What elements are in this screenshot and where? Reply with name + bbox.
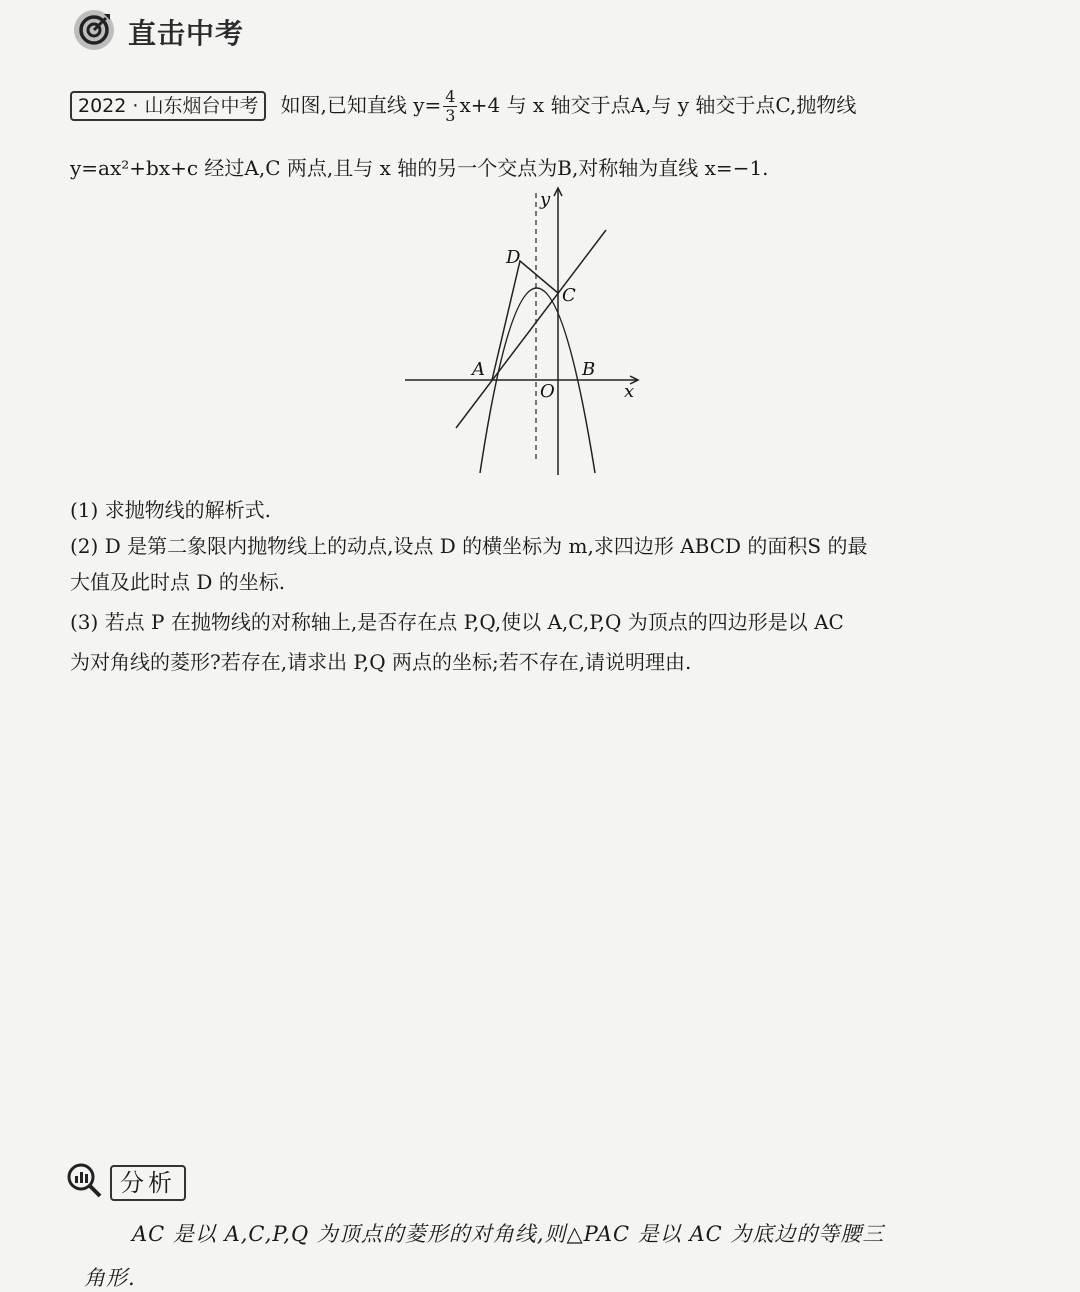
segment-ad-dc [492, 261, 558, 380]
problem-text-a: 如图,已知直线 y= [280, 93, 442, 117]
label-x: x [624, 381, 635, 402]
line-ac [456, 230, 606, 428]
section-title: 直击中考 [128, 17, 245, 50]
target-icon [72, 8, 116, 56]
fraction [443, 88, 457, 125]
question-2-line-1: (2) D 是第二象限内抛物线上的动点,设点 D 的横坐标为 m,求四边形 ABCD 的面积S 的最 [70, 534, 868, 558]
fraction-denominator: 3 [445, 106, 456, 125]
problem-line-1 [70, 88, 856, 125]
source-tag: 2022 · 山东烟台中考 [70, 91, 266, 121]
label-a: A [472, 359, 485, 380]
parabola-figure [400, 183, 650, 487]
analysis-header [66, 1162, 186, 1204]
problem-text-b: x+4 与 x 轴交于点A,与 y 轴交于点C,抛物线 [459, 93, 857, 117]
label-d: D [506, 247, 521, 268]
magnifier-chart-icon [66, 1162, 104, 1204]
label-o: O [540, 381, 555, 402]
problem-line-2: y=ax²+bx+c 经过A,C 两点,且与 x 轴的另一个交点为B,对称轴为直线 x=−1. [70, 156, 769, 180]
label-y: y [540, 189, 551, 210]
question-3-line-1: (3) 若点 P 在抛物线的对称轴上,是否存在点 P,Q,使以 A,C,P,Q 为顶点的四边形是以 AC [70, 610, 844, 634]
label-c: C [562, 285, 576, 306]
analysis-line-1: AC 是以 A,C,P,Q 为顶点的菱形的对角线,则△PAC 是以 AC 为底边的等腰三 [132, 1222, 885, 1246]
analysis-line-2: 角形. [84, 1266, 136, 1290]
question-2-line-2: 大值及此时点 D 的坐标. [70, 570, 286, 594]
label-b: B [582, 359, 596, 380]
question-1: (1) 求抛物线的解析式. [70, 498, 272, 522]
section-header [72, 10, 244, 54]
analysis-label: 分析 [110, 1165, 186, 1201]
fraction-numerator: 4 [445, 87, 456, 106]
question-3-line-2: 为对角线的菱形?若存在,请求出 P,Q 两点的坐标;若不存在,请说明理由. [70, 650, 692, 674]
